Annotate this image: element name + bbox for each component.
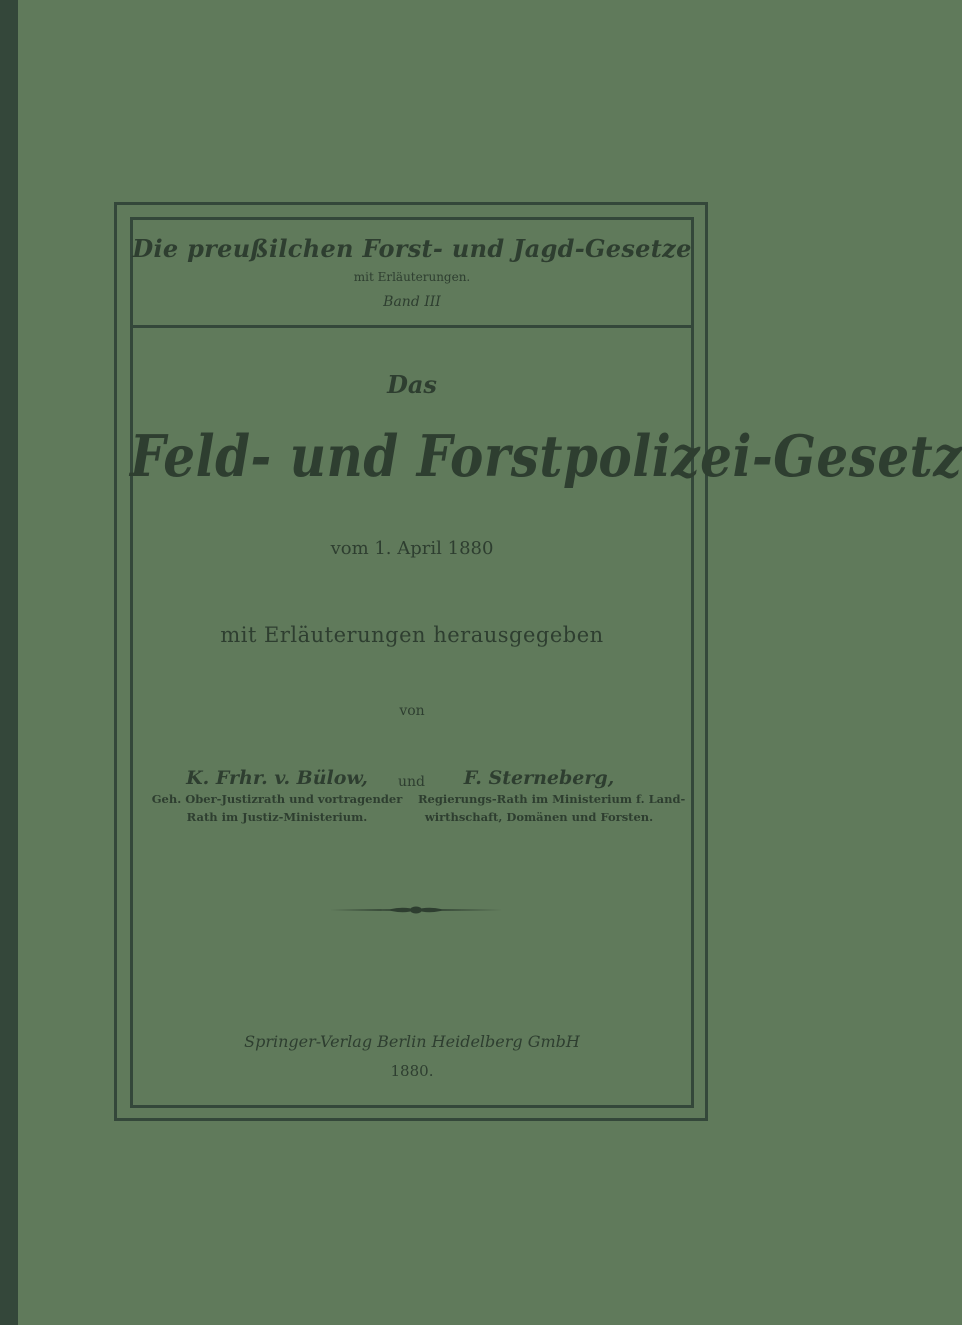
author-description: Rath im Justiz-Ministerium. [186, 810, 368, 824]
series-subtitle: mit Erläuterungen. [353, 270, 471, 284]
author-description: Geh. Ober-Justizrath und vortragender [151, 792, 403, 806]
author-sterneberg [418, 767, 686, 825]
author-description: wirthschaft, Domänen und Forsten. [424, 810, 654, 824]
edited-line: mit Erläuterungen herausgegeben [220, 623, 604, 647]
inner-border [130, 217, 962, 1108]
main-title: Feld- und Forstpolizei-Gesetz [130, 422, 962, 490]
author-description: Regierungs-Rath im Ministerium f. Land- [418, 792, 686, 806]
ornament-divider [330, 902, 502, 918]
series-title: Die preußilchen Forst- und Jagd-Gesetze [132, 234, 692, 263]
conjunction: und [398, 774, 425, 790]
publication-year: 1880. [390, 1062, 434, 1080]
book-spine [0, 0, 18, 1325]
author-buelow [150, 767, 404, 825]
author-name: F. Sterneberg, [463, 767, 615, 789]
series-volume: Band III [383, 294, 441, 310]
author-name: K. Frhr. v. Bülow, [186, 767, 368, 789]
title-article: Das [387, 370, 437, 399]
title-date: vom 1. April 1880 [330, 538, 494, 559]
by-line: von [399, 703, 425, 719]
publisher-name: Springer-Verlag Berlin Heidelberg GmbH [244, 1032, 580, 1051]
header-divider [130, 325, 694, 328]
